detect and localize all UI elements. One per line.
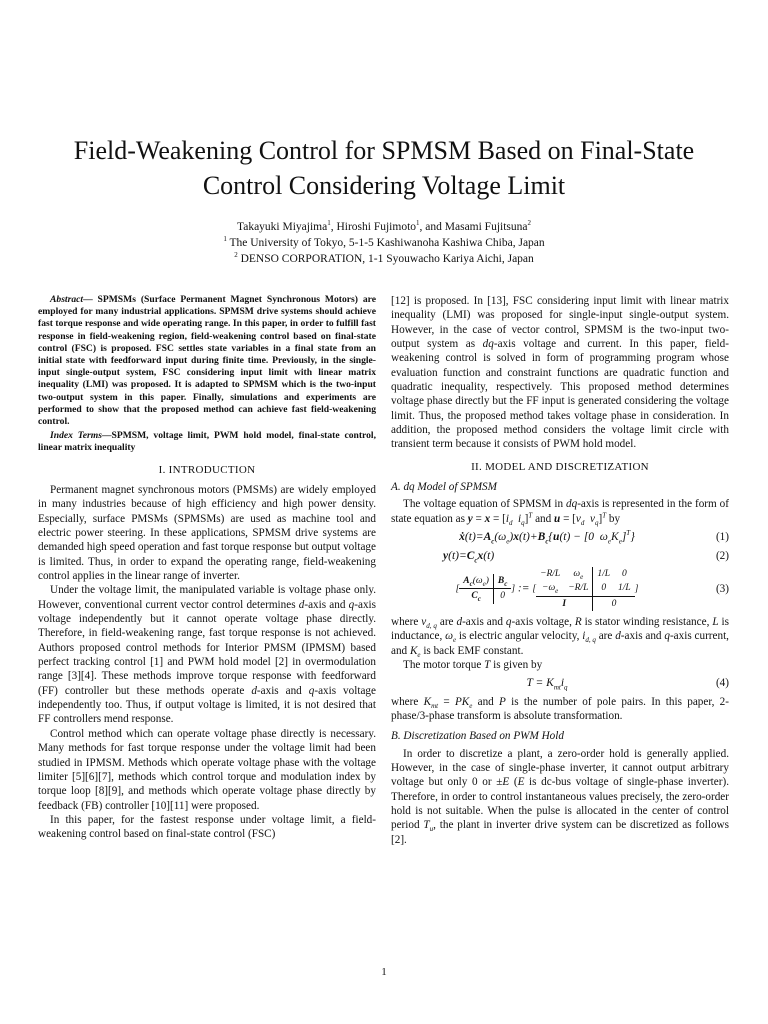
left-column [38, 294, 376, 842]
equation-1 [391, 530, 729, 544]
matrix-block-rhs: [−R/L $\omega_e$ 1/L 0 $-\omega_e$ −R/L 0 1/L I 0] [532, 567, 638, 611]
index-terms-text: —SPMSM, voltage limit, PWM hold model, final-state control, linear matrix inequality [38, 430, 376, 454]
equation-3-number: (3) [715, 582, 729, 595]
affiliation-1: $^1$ The University of Tokyo, 5-1-5 Kashiwanoha Kashiwa Chiba, Japan [223, 235, 545, 249]
equation-1-number: (1) [715, 531, 729, 544]
intro-paragraph-1: Permanent magnet synchronous motors (PMSMs) are widely employed in many industries because of high efficiency and high power density. Especially, surface PMSMs (SPMSMs) are used as machine tool and electric power steering. In these applications, SPMSM drive systems are demanded high speed operation and fast torque response but output voltage is limited. Thus, in order to expand the operating range, field-weakening control applies in the linear range of inverter. [38, 483, 376, 583]
author-names: Takayuki Miyajima$^1$, Hiroshi Fujimoto$^1$, and Masami Fujitsuna$^2$ [237, 219, 531, 233]
subsection-heading-dq-model: A. dq Model of SPMSM [391, 481, 497, 494]
index-terms [38, 430, 376, 454]
equation-4-number: (4) [715, 677, 729, 690]
section-heading-introduction: I. INTRODUCTION [158, 463, 256, 476]
equation-2 [391, 549, 729, 563]
discretization-paragraph-1: In order to discretize a plant, a zero-order hold is generally applied. However, in the case of single-phase inverter, it cannot output arbitrary voltage but only 0 or ±E (E is dc-bus voltage of single-phase inverter). Therefore, in order to control instantaneous values precisely, the zero-order hold is not suitable. When the pulse is allocated in the center of control period $T_u$, the plant in inverter drive system can be discretized as follows [2]. [391, 747, 730, 846]
model-paragraph-3: The motor torque T is given by [403, 658, 543, 671]
right-column [391, 294, 729, 847]
equation-1-body: $ẋ(t)=A_c(\omega_e)x(t)+B_c\{u(t) - [0$ $\omega_eK_e]^T$} [459, 529, 635, 546]
intro-paragraph-3: Control method which can operate voltage phase directly is necessary. Many methods for fast torque response under the voltage limit had been studied in IPMSM. Methods which operate voltage phase with the voltage limiter [5][6][7], methods which control torque and modulation index by torque loop [8][9], and methods which operate voltage phase directly by feedback (FB) controller [10][11] were proposed. [38, 727, 376, 812]
model-paragraph-1: The voltage equation of SPMSM in dq-axis is represented in the form of state equation as $y = x = [i_d$ $i_q]^T$ and $u = [v_d$ $v_q]^T$ by [391, 498, 729, 528]
equation-4 [391, 676, 729, 690]
abstract-label: Abstract [50, 294, 84, 305]
subsection-heading-discretization: B. Discretization Based on PWM Hold [391, 730, 564, 743]
right-paragraph-1: [12] is proposed. In [13], FSC considering input limit with linear matrix inequality (LMI) was proposed for single-input single-output system. However, in the case of vector control, SPMSM is the two-input two-output system as dq-axis voltage and current. In this paper, field-weakening control is solved in form of programming program whose evaluation function and constraint functions are quadratic function and quadratic inequality, respectively. This proposed method determines voltage phase directly but the FF input is generated considering the voltage limit. Thus, the proposed method takes voltage phase in consideration. In addition, the proposed method considers the voltage limit circle with transient term because it consists of PWM hold model. [391, 295, 729, 451]
equation-4-body: $T = K_{mt}i_q$ [526, 677, 568, 692]
affiliation-2: $^2$ DENSO CORPORATION, 1-1 Syouwacho Kariya Aichi, Japan [234, 251, 534, 265]
index-terms-label: Index Terms [50, 430, 102, 442]
abstract-text: — SPMSMs (Surface Permanent Magnet Synchronous Motors) are employed for many industrial applications. SPMSM drive systems should achieve fast torque response and wide operating range. In this paper, in order to fulfill fast response in field-weakening region, field-weakening control based on final-state control (FSC) is proposed. FSC settles state variables in a final state from an initial state with feedforward input during finite time. Previously, in the single-input single-output system, FSC considering input limit with linear matrix inequality (LMI) was proposed. It is adapted to SPMSM which is the two-input two-output system in this paper. Finally, simulations and experiments are performed to show that the proposed method can achieve fast field-weakening control. [38, 294, 376, 428]
section-heading-model: II. MODEL AND DISCRETIZATION [471, 460, 649, 473]
intro-paragraph-4: In this paper, for the fastest response under voltage limit, a field-weakening control based on final-state control (FSC) [38, 813, 376, 841]
equation-2-body: $y(t)=C_cx(t)$ [443, 549, 495, 564]
intro-paragraph-2: Under the voltage limit, the manipulated variable is voltage phase only. However, conventional current vector control determines d-axis and q-axis voltage independently but it cannot operate voltage phase directly. Therefore, in field-weakening range, fast torque response is not achieved. Authors proposed control methods for Interior PMSM (IPMSM) based perfect tracking control [1] and PWM hold model [2] in overmodulation range [3][4]. These methods improve torque response with feedforward (FF) controller but these methods operate d-axis and q-axis voltage independently too. Thus, if output voltage is limited, it is not desired that FF controllers mend response. [38, 584, 376, 726]
equation-2-number: (2) [715, 549, 729, 562]
model-paragraph-2: where $v_{d, q}$ are d-axis and q-axis voltage, R is stator winding resistance, L is inductance, $\omega_e$ is electric angular velocity, $i_{d, q}$ are d-axis and q-axis current, and $K_e$ is back EMF constant. [391, 615, 729, 659]
abstract [38, 294, 376, 428]
paper-title: Field-Weakening Control for SPMSM Based on Final-State Control Considering Voltage Limit [73, 136, 695, 200]
page-number: 1 [381, 966, 387, 978]
equation-3 [391, 567, 729, 611]
model-paragraph-4: where $K_{mt} = PK_e$ and P is the number of pole pairs. In this paper, 2-phase/3-phase transform is absolute transformation. [391, 695, 730, 722]
matrix-block-lhs: [$A_c(\omega_e)$ $B_c$ $C_c$ 0] [455, 576, 516, 604]
author-block [0, 219, 768, 267]
equation-3-body: [$A_c(\omega_e)$ $B_c$ $C_c$ 0] := [−R/L $\omega_e$ 1/L 0 $-\omega_e$ −R/L 0 1/L I 0] [391, 567, 703, 611]
